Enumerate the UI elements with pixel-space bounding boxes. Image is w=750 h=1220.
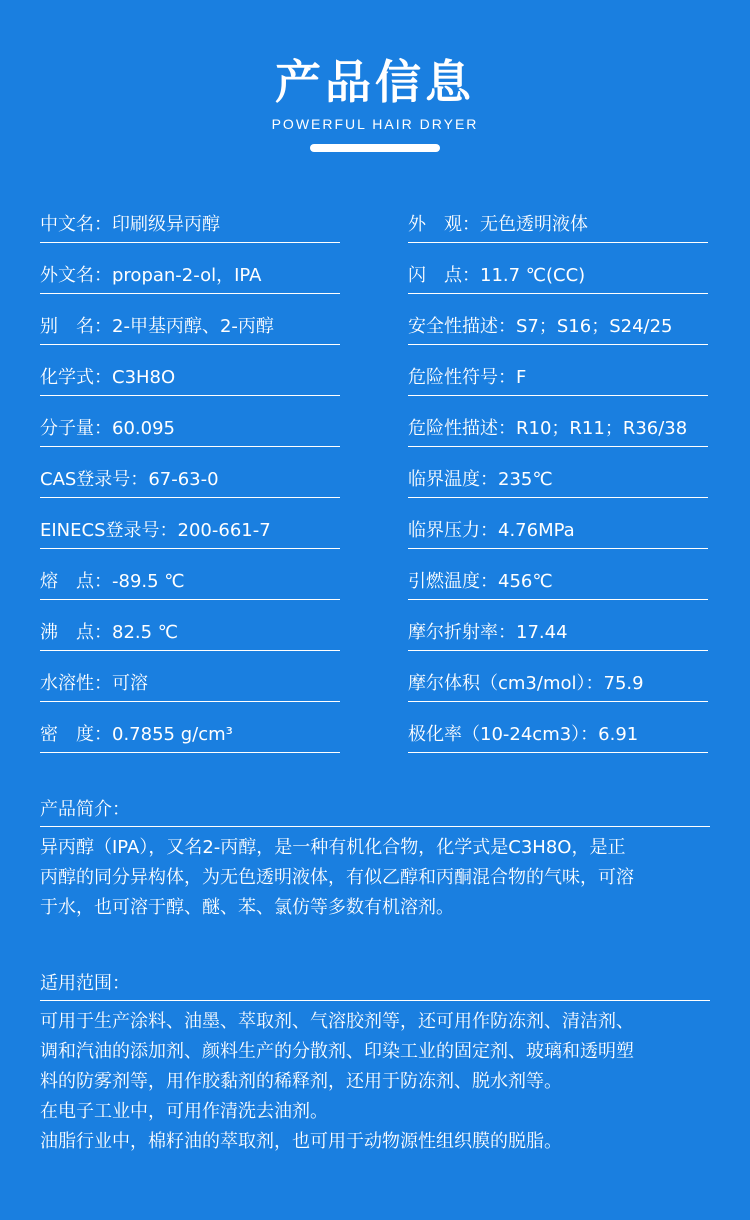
page-header bbox=[0, 52, 750, 152]
spec-row-cas bbox=[40, 457, 340, 498]
spec-label: 密 度： bbox=[40, 724, 112, 745]
spec-row-boiling-point bbox=[40, 610, 340, 651]
spec-label: 摩尔体积 bbox=[408, 673, 480, 694]
spec-label: CAS登录号： bbox=[40, 469, 149, 490]
spec-value: propan-2-ol，IPA bbox=[112, 265, 262, 286]
spec-value: 82.5 ℃ bbox=[112, 622, 179, 643]
spec-label: 熔 点： bbox=[40, 571, 112, 592]
spec-label: 闪 点： bbox=[408, 265, 480, 286]
spec-value: 67-63-0 bbox=[148, 469, 219, 490]
spec-row-melting-point bbox=[40, 559, 340, 600]
spec-row-molar-refractivity bbox=[408, 610, 708, 651]
usage-line: 油脂行业中，棉籽油的萃取剂，也可用于动物源性组织膜的脱脂。 bbox=[40, 1131, 562, 1152]
spec-value: 60.095 bbox=[112, 418, 175, 439]
spec-value: S7；S16；S24/25 bbox=[516, 316, 673, 337]
spec-label: 安全性描述： bbox=[408, 316, 516, 337]
product-intro-body bbox=[40, 833, 710, 923]
usage-section bbox=[40, 970, 710, 1157]
spec-value: R10；R11；R36/38 bbox=[516, 418, 688, 439]
spec-row-foreign-name bbox=[40, 253, 340, 294]
spec-row-formula bbox=[40, 355, 340, 396]
spec-label: 化学式： bbox=[40, 367, 112, 388]
spec-row-ignition-temperature bbox=[408, 559, 708, 600]
usage-line: 在电子工业中，可用作清洗去油剂。 bbox=[40, 1101, 328, 1122]
spec-value: （cm3/mol）：75.9 bbox=[480, 673, 644, 694]
spec-row-flash-point bbox=[408, 253, 708, 294]
spec-row-hazard-description bbox=[408, 406, 708, 447]
spec-row-hazard-symbol bbox=[408, 355, 708, 396]
spec-value: -89.5 ℃ bbox=[112, 571, 185, 592]
spec-label: EINECS登录号： bbox=[40, 520, 178, 541]
product-intro-section bbox=[40, 796, 710, 923]
spec-value: 17.44 bbox=[516, 622, 568, 643]
spec-row-polarizability bbox=[408, 712, 708, 753]
spec-label: 水溶性： bbox=[40, 673, 112, 694]
spec-value: 印刷级异丙醇 bbox=[112, 214, 220, 235]
spec-value: 4.76MPa bbox=[498, 520, 575, 541]
spec-row-chinese-name bbox=[40, 202, 340, 243]
spec-label: 危险性描述： bbox=[408, 418, 516, 439]
spec-row-molar-volume bbox=[408, 661, 708, 702]
spec-label: 外文名： bbox=[40, 265, 112, 286]
usage-line: 调和汽油的添加剂、颜料生产的分散剂、印染工业的固定剂、玻璃和透明塑 bbox=[40, 1041, 634, 1062]
spec-row-water-solubility bbox=[40, 661, 340, 702]
spec-column-left bbox=[40, 202, 340, 763]
spec-row-critical-pressure bbox=[408, 508, 708, 549]
spec-value: 2-甲基丙醇、2-丙醇 bbox=[112, 316, 274, 337]
spec-value: 200-661-7 bbox=[177, 520, 271, 541]
title-underline-bar bbox=[310, 144, 440, 152]
spec-label: 沸 点： bbox=[40, 622, 112, 643]
spec-value: C3H8O bbox=[112, 367, 176, 388]
spec-label: 别 名： bbox=[40, 316, 112, 337]
spec-value: 0.7855 g/cm³ bbox=[112, 724, 233, 745]
spec-value: 无色透明液体 bbox=[480, 214, 588, 235]
spec-label: 临界温度： bbox=[408, 469, 498, 490]
spec-label: 引燃温度： bbox=[408, 571, 498, 592]
spec-value: 235℃ bbox=[498, 469, 553, 490]
spec-row-molecular-weight bbox=[40, 406, 340, 447]
usage-line: 料的防雾剂等，用作胶黏剂的稀释剂，还用于防冻剂、脱水剂等。 bbox=[40, 1071, 562, 1092]
product-intro-line: 异丙醇（IPA），又名2-丙醇，是一种有机化合物，化学式是C3H8O，是正 bbox=[40, 837, 626, 858]
spec-label: 临界压力： bbox=[408, 520, 498, 541]
product-intro-line: 丙醇的同分异构体，为无色透明液体，有似乙醇和丙酮混合物的气味，可溶 bbox=[40, 867, 634, 888]
spec-column-right bbox=[408, 202, 708, 763]
usage-body bbox=[40, 1007, 710, 1157]
spec-label: 外 观： bbox=[408, 214, 480, 235]
spec-row-density bbox=[40, 712, 340, 753]
spec-row-safety-description bbox=[408, 304, 708, 345]
spec-value: F bbox=[516, 367, 527, 388]
spec-value: （10-24cm3）：6.91 bbox=[462, 724, 639, 745]
page-title: 产品信息 bbox=[275, 55, 475, 109]
usage-line: 可用于生产涂料、油墨、萃取剂、气溶胶剂等，还可用作防冻剂、清洁剂、 bbox=[40, 1011, 634, 1032]
spec-value: 11.7 ℃(CC) bbox=[480, 265, 586, 286]
spec-label: 中文名： bbox=[40, 214, 112, 235]
product-intro-heading: 产品简介： bbox=[40, 796, 710, 827]
spec-label: 摩尔折射率： bbox=[408, 622, 516, 643]
spec-row-appearance bbox=[408, 202, 708, 243]
page-subtitle: POWERFUL HAIR DRYER bbox=[271, 116, 479, 132]
spec-label: 分子量： bbox=[40, 418, 112, 439]
spec-row-alias bbox=[40, 304, 340, 345]
spec-row-einecs bbox=[40, 508, 340, 549]
spec-label: 极化率 bbox=[408, 724, 462, 745]
product-intro-line: 于水，也可溶于醇、醚、苯、氯仿等多数有机溶剂。 bbox=[40, 897, 454, 918]
spec-value: 可溶 bbox=[112, 673, 148, 694]
spec-label: 危险性符号： bbox=[408, 367, 516, 388]
usage-heading: 适用范围： bbox=[40, 970, 710, 1001]
spec-value: 456℃ bbox=[498, 571, 553, 592]
spec-row-critical-temperature bbox=[408, 457, 708, 498]
